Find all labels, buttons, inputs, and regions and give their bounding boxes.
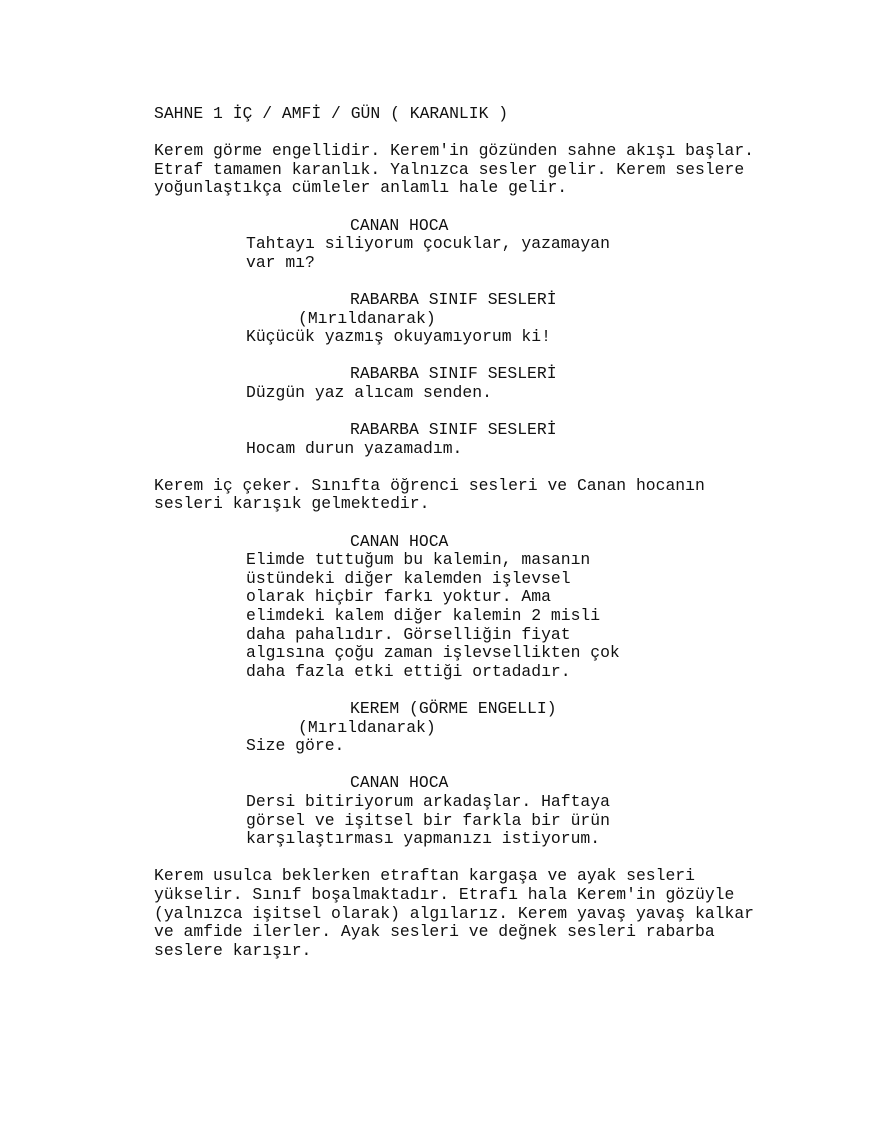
dialogue-line: karşılaştırması yapmanızı istiyorum. xyxy=(246,829,601,849)
dialogue-block xyxy=(154,384,794,403)
dialogue-block xyxy=(154,440,794,459)
dialogue-line: Küçücük yazmış okuyamıyorum ki! xyxy=(246,327,551,347)
character-block xyxy=(154,217,794,236)
action-line: Kerem iç çeker. Sınıfta öğrenci sesleri ve Canan hocanın xyxy=(154,475,705,495)
dialogue-block xyxy=(154,551,794,681)
action-line: ve amfide ilerler. Ayak sesleri ve değnek sesleri rabarba xyxy=(154,922,715,942)
character-block xyxy=(154,774,794,793)
character-block xyxy=(154,421,794,440)
blank-line xyxy=(154,198,794,217)
dialogue-line: Size göre. xyxy=(246,736,345,756)
character-line: RABARBA SINIF SESLERİ xyxy=(350,289,557,309)
character-block xyxy=(154,533,794,552)
character-line: RABARBA SINIF SESLERİ xyxy=(350,420,557,440)
blank-line xyxy=(154,458,794,477)
parenthetical-block xyxy=(154,719,794,738)
dialogue-line: olarak hiçbir farkı yoktur. Ama xyxy=(246,587,551,607)
dialogue-block xyxy=(154,328,794,347)
action-block xyxy=(154,867,794,960)
action-line: sesleri karışık gelmektedir. xyxy=(154,494,430,514)
character-line: RABARBA SINIF SESLERİ xyxy=(350,364,557,384)
parenthetical-line: (Mırıldanarak) xyxy=(298,717,436,737)
action-line: yükselir. Sınıf boşalmaktadır. Etrafı hala Kerem'in gözüyle xyxy=(154,884,735,904)
action-line: Kerem görme engellidir. Kerem'in gözünden sahne akışı başlar. xyxy=(154,141,754,161)
action-line: yoğunlaştıkça cümleler anlamlı hale gelir. xyxy=(154,178,568,198)
character-line: CANAN HOCA xyxy=(350,773,449,793)
dialogue-line: Düzgün yaz alıcam senden. xyxy=(246,382,492,402)
dialogue-line: Elimde tuttuğum bu kalemin, masanın xyxy=(246,550,591,570)
dialogue-line: Hocam durun yazamadım. xyxy=(246,438,463,458)
action-block xyxy=(154,477,794,514)
blank-line xyxy=(154,347,794,366)
action-line: (yalnızca işitsel olarak) algılarız. Kerem yavaş yavaş kalkar xyxy=(154,903,754,923)
dialogue-line: var mı? xyxy=(246,252,315,272)
dialogue-block xyxy=(154,737,794,756)
parenthetical-block xyxy=(154,310,794,329)
blank-line xyxy=(154,681,794,700)
blank-line xyxy=(154,756,794,775)
blank-line xyxy=(154,514,794,533)
screenplay-text xyxy=(154,105,794,960)
dialogue-block xyxy=(154,793,794,849)
blank-line xyxy=(154,849,794,868)
scene-heading: SAHNE 1 İÇ / AMFİ / GÜN ( KARANLIK ) xyxy=(154,104,509,123)
action-line: seslere karışır. xyxy=(154,940,312,960)
dialogue-line: elimdeki kalem diğer kalemin 2 misli xyxy=(246,606,601,626)
character-line: KEREM (GÖRME ENGELLI) xyxy=(350,699,557,718)
dialogue-line: Dersi bitiriyorum arkadaşlar. Haftaya xyxy=(246,791,610,811)
dialogue-line: daha fazla etki ettiği ortadadır. xyxy=(246,661,571,681)
dialogue-block xyxy=(154,235,794,272)
dialogue-line: Tahtayı siliyorum çocuklar, yazamayan xyxy=(246,234,610,254)
dialogue-line: görsel ve işitsel bir farkla bir ürün xyxy=(246,810,610,830)
dialogue-line: daha pahalıdır. Görselliğin fiyat xyxy=(246,624,571,644)
action-line: Kerem usulca beklerken etraftan kargaşa ve ayak sesleri xyxy=(154,866,695,886)
blank-line xyxy=(154,124,794,143)
character-line: CANAN HOCA xyxy=(350,215,449,235)
character-block xyxy=(154,700,794,719)
blank-line xyxy=(154,272,794,291)
character-block xyxy=(154,291,794,310)
action-line: Etraf tamamen karanlık. Yalnızca sesler gelir. Kerem seslere xyxy=(154,159,745,179)
action-block xyxy=(154,142,794,198)
dialogue-line: algısına çoğu zaman işlevsellikten çok xyxy=(246,643,620,663)
dialogue-line: üstündeki diğer kalemden işlevsel xyxy=(246,568,571,588)
character-block xyxy=(154,365,794,384)
parenthetical-line: (Mırıldanarak) xyxy=(298,308,436,328)
character-line: CANAN HOCA xyxy=(350,531,449,551)
blank-line xyxy=(154,403,794,422)
